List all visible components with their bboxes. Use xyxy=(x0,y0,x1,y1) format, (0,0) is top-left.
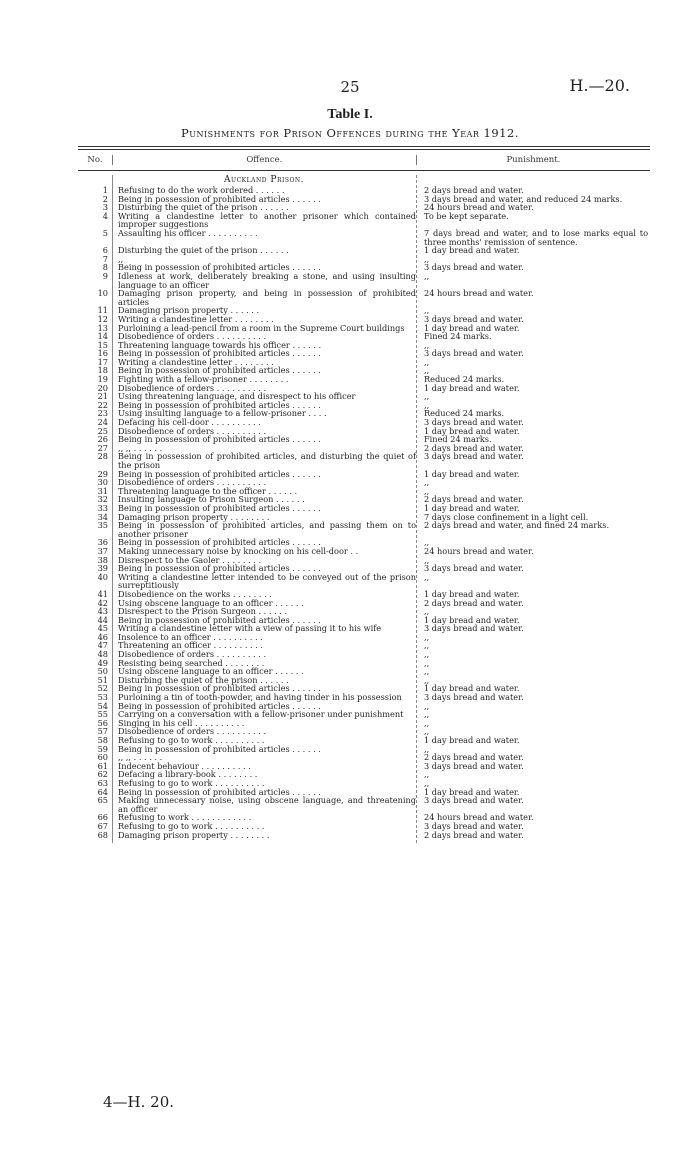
row-number: 12 xyxy=(97,313,108,324)
row-offence: Making unnecessary noise by knocking on his cell-door . . xyxy=(118,545,359,556)
row-offence: Insolence to an officer . . . . . . . . . . xyxy=(118,631,263,642)
row-offence: Idleness at work, deliberately breaking a stone, and using insulting language to an officer xyxy=(118,270,416,290)
row-number: 2 xyxy=(102,193,108,204)
row-punishment: 3 days bread and water. xyxy=(424,563,524,574)
row-number: 39 xyxy=(97,563,108,574)
row-number: 38 xyxy=(97,554,108,565)
table-row xyxy=(78,435,650,444)
row-punishment: 24 hours bread and water. xyxy=(424,545,534,556)
row-punishment: ,, xyxy=(424,537,430,548)
row-offence: Being in possession of prohibited articles, and passing them on to another prisoner xyxy=(118,520,416,539)
row-offence: Resisting being searched . . . . . . . . xyxy=(118,657,265,668)
row-number: 64 xyxy=(97,786,108,797)
row-number: 13 xyxy=(97,322,108,333)
row-punishment: ,, xyxy=(424,365,430,376)
row-punishment: 2 days bread and water. xyxy=(424,185,524,195)
row-offence: Disobedience of orders . . . . . . . . . . xyxy=(118,649,267,660)
row-offence: ,, xyxy=(118,253,124,264)
row-offence: Damaging prison property . . . . . . . . xyxy=(118,511,270,522)
row-punishment: 1 day bread and water. xyxy=(424,502,520,513)
row-punishment: 1 day bread and water. xyxy=(424,245,520,256)
table-row xyxy=(78,796,650,813)
row-punishment: ,, xyxy=(424,743,430,754)
row-number: 34 xyxy=(97,511,108,522)
row-offence: Refusing to work . . . . . . . . . . . . xyxy=(118,812,252,823)
row-number: 4 xyxy=(102,210,108,221)
row-punishment: ,, xyxy=(424,717,430,728)
row-offence: Being in possession of prohibited articles . . . . . . xyxy=(118,700,321,711)
row-number: 29 xyxy=(97,468,108,479)
row-number: 53 xyxy=(97,692,108,703)
row-offence: Being in possession of prohibited articles . . . . . . xyxy=(118,193,321,204)
row-punishment: ,, xyxy=(424,485,430,496)
row-offence: Being in possession of prohibited articles . . . . . . xyxy=(118,537,321,548)
row-offence: Being in possession of prohibited articles . . . . . . xyxy=(118,468,321,479)
row-punishment: 1 day bread and water. xyxy=(424,425,520,436)
table-row xyxy=(78,573,650,590)
row-punishment: 7 days bread and water, and to lose marks equal to three months' remission of sentence. xyxy=(424,227,648,247)
row-number: 19 xyxy=(97,374,108,385)
row-punishment: ,, xyxy=(424,726,430,737)
table-row xyxy=(78,745,650,754)
row-number: 32 xyxy=(97,494,108,505)
row-punishment: 3 days bread and water. xyxy=(424,623,524,634)
row-punishment: ,, xyxy=(424,769,430,780)
row-number: 7 xyxy=(102,253,108,264)
section-title: Auckland Prison. xyxy=(224,175,304,185)
row-number: 59 xyxy=(97,743,108,754)
row-number: 62 xyxy=(97,769,108,780)
row-offence: Writing a clandestine letter . . . . . . . . xyxy=(118,356,274,367)
row-number: 58 xyxy=(97,735,108,745)
row-offence: Using obscene language to an officer . . . . . . xyxy=(118,666,304,677)
row-number: 15 xyxy=(97,339,108,350)
row-punishment: ,, xyxy=(424,391,430,402)
row-offence: Damaging prison property . . . . . . xyxy=(118,305,260,316)
row-number: 1 xyxy=(102,185,108,195)
row-number: 61 xyxy=(97,760,108,771)
row-number: 5 xyxy=(102,227,108,238)
row-offence: Damaging prison property, and being in possession of prohibited articles xyxy=(118,288,416,307)
row-punishment: ,, xyxy=(424,631,430,642)
row-offence: Being in possession of prohibited articles . . . . . . xyxy=(118,502,321,513)
row-offence: Writing a clandestine letter to another prisoner which contained improper suggestions xyxy=(118,210,416,230)
row-offence: Threatening language towards his officer . . . . . . xyxy=(118,339,322,350)
row-punishment: 3 days bread and water. xyxy=(424,760,524,771)
table-row xyxy=(78,521,650,538)
row-number: 37 xyxy=(97,545,108,556)
row-punishment: ,, xyxy=(424,571,430,582)
row-number: 54 xyxy=(97,700,108,711)
row-offence: Fighting with a fellow-prisoner . . . . . . . . xyxy=(118,374,289,385)
row-offence: Using threatening language, and disrespect to his officer xyxy=(118,391,356,402)
row-punishment: 1 day bread and water. xyxy=(424,683,520,694)
row-number: 28 xyxy=(97,451,108,462)
row-offence: Disobedience of orders . . . . . . . . . . xyxy=(118,382,267,393)
row-punishment: 2 days bread and water. xyxy=(424,597,524,608)
row-punishment: 2 days bread and water. xyxy=(424,494,524,505)
row-offence: Using insulting language to a fellow-prisoner . . . . xyxy=(118,408,327,419)
row-offence: Disobedience on the works . . . . . . . . xyxy=(118,588,272,599)
row-number: 23 xyxy=(97,408,108,419)
row-punishment: ,, xyxy=(424,270,430,281)
column-header-offence: Offence. xyxy=(112,155,416,165)
row-number: 21 xyxy=(97,391,108,402)
row-number: 26 xyxy=(97,434,108,445)
row-punishment: 1 day bread and water. xyxy=(424,588,520,599)
row-punishment: ,, xyxy=(424,649,430,660)
row-number: 48 xyxy=(97,649,108,660)
row-offence: Writing a clandestine letter . . . . . . . . xyxy=(118,313,274,324)
row-punishment: ,, xyxy=(424,657,430,668)
row-punishment: 24 hours bread and water. xyxy=(424,288,534,299)
row-punishment: 24 hours bread and water. xyxy=(424,812,534,823)
row-punishment: 3 days bread and water. xyxy=(424,795,524,806)
row-punishment: ,, xyxy=(424,606,430,617)
row-offence: Assaulting his officer . . . . . . . . . . xyxy=(118,227,258,238)
row-offence: Purloining a tin of tooth-powder, and having tinder in his possession xyxy=(118,692,402,703)
row-offence: Disrespect to the Gaoler . . . . . . . . xyxy=(118,554,262,565)
row-punishment: Fined 24 marks. xyxy=(424,434,492,445)
row-offence: Disobedience of orders . . . . . . . . . . xyxy=(118,331,267,342)
row-number: 31 xyxy=(97,485,108,496)
row-number: 33 xyxy=(97,502,108,513)
row-punishment: 1 day bread and water. xyxy=(424,614,520,625)
row-number: 10 xyxy=(97,288,108,299)
row-number: 60 xyxy=(97,752,108,763)
row-offence: Damaging prison property . . . . . . . . xyxy=(118,829,270,840)
row-number: 27 xyxy=(97,442,108,453)
row-punishment: 3 days bread and water. xyxy=(424,451,524,462)
row-number: 65 xyxy=(97,795,108,806)
row-offence: Singing in his cell . . . . . . . . . . xyxy=(118,717,245,728)
row-punishment: ,, xyxy=(424,640,430,651)
row-punishment: ,, xyxy=(424,356,430,367)
row-number: 9 xyxy=(102,270,108,281)
row-number: 16 xyxy=(97,348,108,359)
row-number: 36 xyxy=(97,537,108,548)
row-number: 8 xyxy=(102,262,108,273)
row-offence: Refusing to go to work . . . . . . . . . . xyxy=(118,777,265,788)
row-punishment: 7 days close confinement in a light cell. xyxy=(424,511,589,522)
row-punishment: 3 days bread and water. xyxy=(424,417,524,428)
row-number: 3 xyxy=(102,202,108,213)
row-punishment: 3 days bread and water. xyxy=(424,820,524,831)
row-offence: Being in possession of prohibited articles . . . . . . xyxy=(118,365,321,376)
row-punishment: 2 days bread and water, and fined 24 marks. xyxy=(424,520,610,531)
document-code: H.—20. xyxy=(569,76,630,95)
row-punishment: 3 days bread and water. xyxy=(424,313,524,324)
row-offence: Being in possession of prohibited articles . . . . . . xyxy=(118,743,321,754)
row-offence: Disturbing the quiet of the prison . . . . . . xyxy=(118,202,289,213)
row-offence: Being in possession of prohibited articles . . . . . . xyxy=(118,399,321,410)
row-punishment: 1 day bread and water. xyxy=(424,786,520,797)
row-offence: Threatening language to the officer . . . . . . xyxy=(118,485,298,496)
row-number: 6 xyxy=(102,245,108,256)
row-offence: Being in possession of prohibited articles . . . . . . xyxy=(118,683,321,694)
row-offence: Defacing his cell-door . . . . . . . . . . xyxy=(118,417,261,428)
table-header-rule xyxy=(78,170,650,171)
row-number: 17 xyxy=(97,356,108,367)
table-row xyxy=(78,212,650,229)
punishments-table xyxy=(78,146,650,839)
row-offence: Disobedience of orders . . . . . . . . . . xyxy=(118,477,267,488)
row-number: 44 xyxy=(97,614,108,625)
row-number: 42 xyxy=(97,597,108,608)
row-punishment: ,, xyxy=(424,253,430,264)
row-punishment: 1 day bread and water. xyxy=(424,735,520,745)
row-offence: Purloining a lead-pencil from a room in the Supreme Court buildings xyxy=(118,322,405,333)
table-row xyxy=(78,246,650,255)
row-number: 14 xyxy=(97,331,108,342)
page-number: 25 xyxy=(340,78,360,96)
row-number: 67 xyxy=(97,820,108,831)
table-header xyxy=(78,150,650,170)
table-row xyxy=(78,289,650,306)
row-number: 51 xyxy=(97,674,108,685)
row-number: 41 xyxy=(97,588,108,599)
row-punishment: ,, xyxy=(424,666,430,677)
row-offence: Disturbing the quiet of the prison . . . . . . xyxy=(118,245,289,256)
row-offence: Disobedience of orders . . . . . . . . . . xyxy=(118,726,267,737)
row-punishment: ,, xyxy=(424,339,430,350)
row-offence: Disobedience of orders . . . . . . . . . . xyxy=(118,425,267,436)
row-number: 24 xyxy=(97,417,108,428)
row-offence: Being in possession of prohibited articles . . . . . . xyxy=(118,434,321,445)
row-number: 66 xyxy=(97,812,108,823)
row-offence: Insulting language to Prison Surgeon . . . . . . xyxy=(118,494,305,505)
signature-mark: 4—H. 20. xyxy=(103,1093,175,1111)
row-number: 47 xyxy=(97,640,108,651)
row-offence: Refusing to go to work . . . . . . . . . . xyxy=(118,820,265,831)
row-number: 11 xyxy=(97,305,108,316)
row-offence: Being in possession of prohibited articles . . . . . . xyxy=(118,563,321,574)
table-row xyxy=(78,229,650,246)
row-punishment: ,, xyxy=(424,305,430,316)
row-punishment: 2 days bread and water. xyxy=(424,442,524,453)
table-title: Table I. xyxy=(327,107,373,122)
row-offence: Being in possession of prohibited articles . . . . . . xyxy=(118,614,321,625)
row-offence: Threatening an officer . . . . . . . . . . xyxy=(118,640,264,651)
row-offence: Using obscene language to an officer . . . . . . xyxy=(118,597,304,608)
table-row xyxy=(78,452,650,469)
row-number: 22 xyxy=(97,399,108,410)
row-punishment: 3 days bread and water, and reduced 24 marks. xyxy=(424,193,623,204)
row-number: 20 xyxy=(97,382,108,393)
row-number: 50 xyxy=(97,666,108,677)
row-number: 52 xyxy=(97,683,108,694)
row-number: 43 xyxy=(97,606,108,617)
table-row xyxy=(78,272,650,289)
row-number: 57 xyxy=(97,726,108,737)
row-punishment: Reduced 24 marks. xyxy=(424,374,505,385)
row-punishment: 1 day bread and water. xyxy=(424,382,520,393)
row-punishment: 2 days bread and water. xyxy=(424,829,524,840)
row-number: 40 xyxy=(97,571,108,582)
row-offence: Writing a clandestine letter intended to be conveyed out of the prison surreptitiously xyxy=(118,571,416,591)
table-row xyxy=(78,831,650,840)
row-number: 45 xyxy=(97,623,108,634)
row-punishment: ,, xyxy=(424,709,430,720)
row-offence: Writing a clandestine letter with a view of passing it to his wife xyxy=(118,623,382,634)
row-number: 18 xyxy=(97,365,108,376)
row-offence: ,, ,, . . . . . . xyxy=(118,442,163,453)
row-punishment: ,, xyxy=(424,777,430,788)
row-offence: Being in possession of prohibited articles . . . . . . xyxy=(118,348,321,359)
row-punishment: 24 hours bread and water. xyxy=(424,202,534,213)
row-offence: Being in possession of prohibited articles . . . . . . xyxy=(118,786,321,797)
row-punishment: ,, xyxy=(424,399,430,410)
row-number: 30 xyxy=(97,477,108,488)
row-punishment: 3 days bread and water. xyxy=(424,348,524,359)
row-punishment: ,, xyxy=(424,700,430,711)
row-offence: Being in possession of prohibited articles . . . . . . xyxy=(118,262,321,273)
row-punishment: 1 day bread and water. xyxy=(424,468,520,479)
row-offence: Carrying on a conversation with a fellow-prisoner under punishment xyxy=(118,709,404,720)
row-offence: Refusing to go to work . . . . . . . . . . xyxy=(118,735,265,745)
row-number: 46 xyxy=(97,631,108,642)
table-subtitle: Punishments for Prison Offences during the Year 1912. xyxy=(181,126,519,140)
row-offence: Disturbing the quiet of the prison . . . . . . xyxy=(118,674,289,685)
row-number: 55 xyxy=(97,709,108,720)
row-offence: Indecent behaviour . . . . . . . . . . xyxy=(118,760,251,771)
row-number: 35 xyxy=(97,520,108,531)
row-punishment: ,, xyxy=(424,674,430,685)
row-number: 49 xyxy=(97,657,108,668)
row-punishment: Fined 24 marks. xyxy=(424,331,492,342)
row-punishment: Reduced 24 marks. xyxy=(424,408,505,419)
row-offence: Disrespect to the Prison Surgeon . . . . . . xyxy=(118,606,288,617)
row-punishment: 3 days bread and water. xyxy=(424,262,524,273)
row-number: 63 xyxy=(97,777,108,788)
row-number: 56 xyxy=(97,717,108,728)
row-number: 68 xyxy=(97,829,108,840)
row-punishment: ,, xyxy=(424,554,430,565)
row-offence: Refusing to do the work ordered . . . . . . xyxy=(118,185,285,195)
column-header-no: No. xyxy=(87,155,103,165)
row-punishment: To be kept separate. xyxy=(424,210,509,221)
table-body xyxy=(78,175,650,839)
row-offence: Being in possession of prohibited articles, and disturbing the quiet of the prison xyxy=(118,451,416,470)
row-offence: Defacing a library-book . . . . . . . . xyxy=(118,769,258,780)
row-offence: Making unnecessary noise, using obscene language, and threatening an officer xyxy=(118,795,416,814)
row-punishment: 2 days bread and water. xyxy=(424,752,524,763)
row-number: 25 xyxy=(97,425,108,436)
row-offence: ,, ,, . . . . . . xyxy=(118,752,163,763)
row-punishment: ,, xyxy=(424,477,430,488)
column-header-punishment: Punishment. xyxy=(416,155,650,165)
row-punishment: 3 days bread and water. xyxy=(424,692,524,703)
row-punishment: 1 day bread and water. xyxy=(424,322,520,333)
